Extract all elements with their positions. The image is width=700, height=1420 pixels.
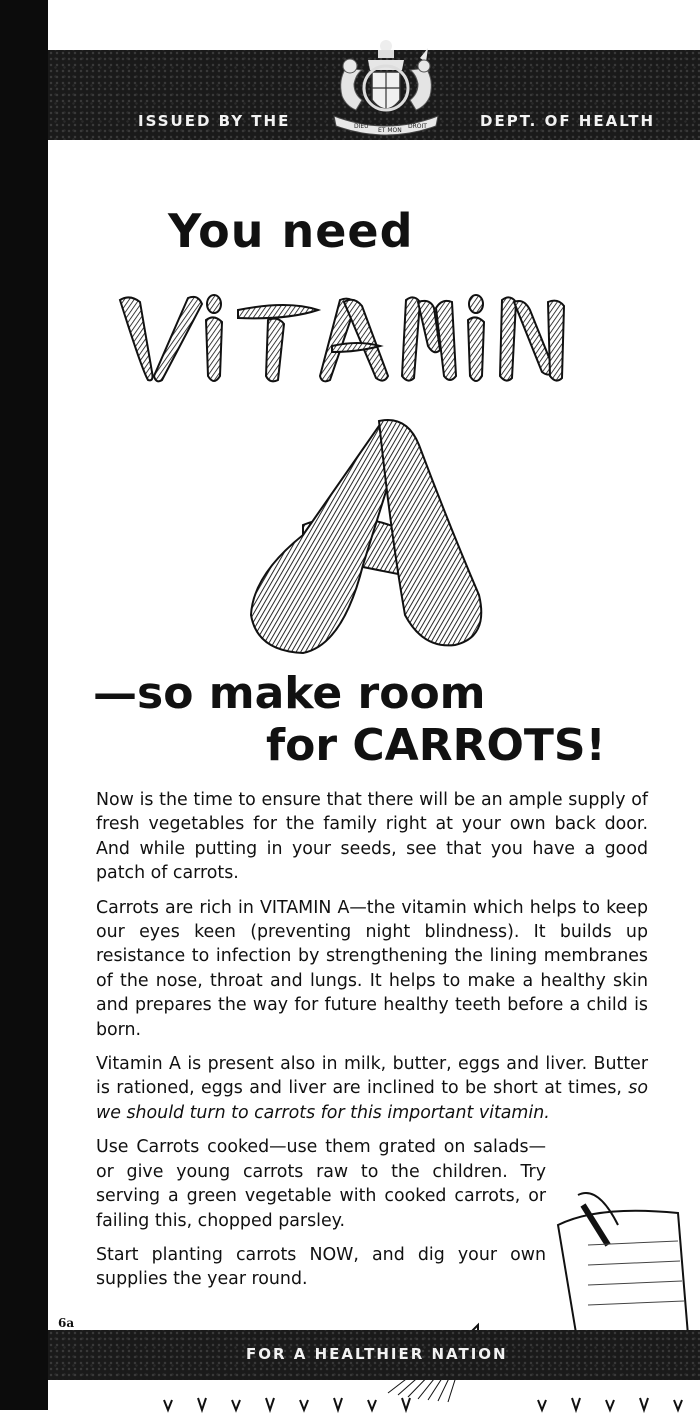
department-text: DEPT. OF HEALTH [480, 112, 656, 130]
paragraph-3-text: Vitamin A is present also in milk, butter, eggs and liver. Butter is rationed, eggs and liver are inclined to be short at times, [96, 1054, 648, 1099]
header-band [48, 50, 700, 140]
crest-motto-right: DROIT [408, 123, 427, 130]
paragraph-1: Now is the time to ensure that there will be an ample supply of fresh vegetables for the family right at your own back door. And while putting in your seeds, see that you have a good patch of carrots. [96, 790, 648, 884]
vitamin-carrot-lettering [118, 280, 638, 390]
issued-by-text: ISSUED BY THE [138, 112, 291, 130]
footer-band [48, 1330, 700, 1380]
vitamin-letter-a: A [363, 663, 364, 664]
crest-motto-mid: ET MON [378, 127, 402, 134]
footer-slogan: FOR A HEALTHIER NATION [246, 1345, 508, 1363]
paragraph-5: Start planting carrots NOW, and dig your own supplies the year round. [96, 1244, 546, 1290]
paragraph-3 [96, 1052, 648, 1125]
page-number: 6a [58, 1316, 75, 1330]
scan-edge [0, 0, 48, 1410]
headline-for-carrots: for CARROTS! [266, 720, 606, 771]
paragraph-3-italic: so we should turn to carrots for this important vitamin. [96, 1078, 648, 1123]
poster [48, 50, 700, 1385]
paragraph-4: Use Carrots cooked—use them grated on salads— or give young carrots raw to the children. Try serving a green vegetable with cooked carrots, or failing this, chopped parsley. [96, 1137, 546, 1231]
royal-crest-icon [316, 40, 456, 140]
crest-motto-left: DIEU [354, 123, 369, 130]
seedling-row-icon [158, 1380, 698, 1420]
paragraph-2: Carrots are rich in VITAMIN A—the vitamin which helps to keep our eyes keen (preventing night blindness). It builds up resistance to infection by strengthening the lining membranes of the nose, throat and lungs. It helps to make a healthy skin and prepares the way for future healthy teeth before a child is born. [96, 897, 648, 1040]
headline-make-room: —so make room [93, 668, 486, 719]
headline-you-need: You need [168, 204, 414, 258]
carrot-letter-a-illustration [243, 415, 503, 665]
